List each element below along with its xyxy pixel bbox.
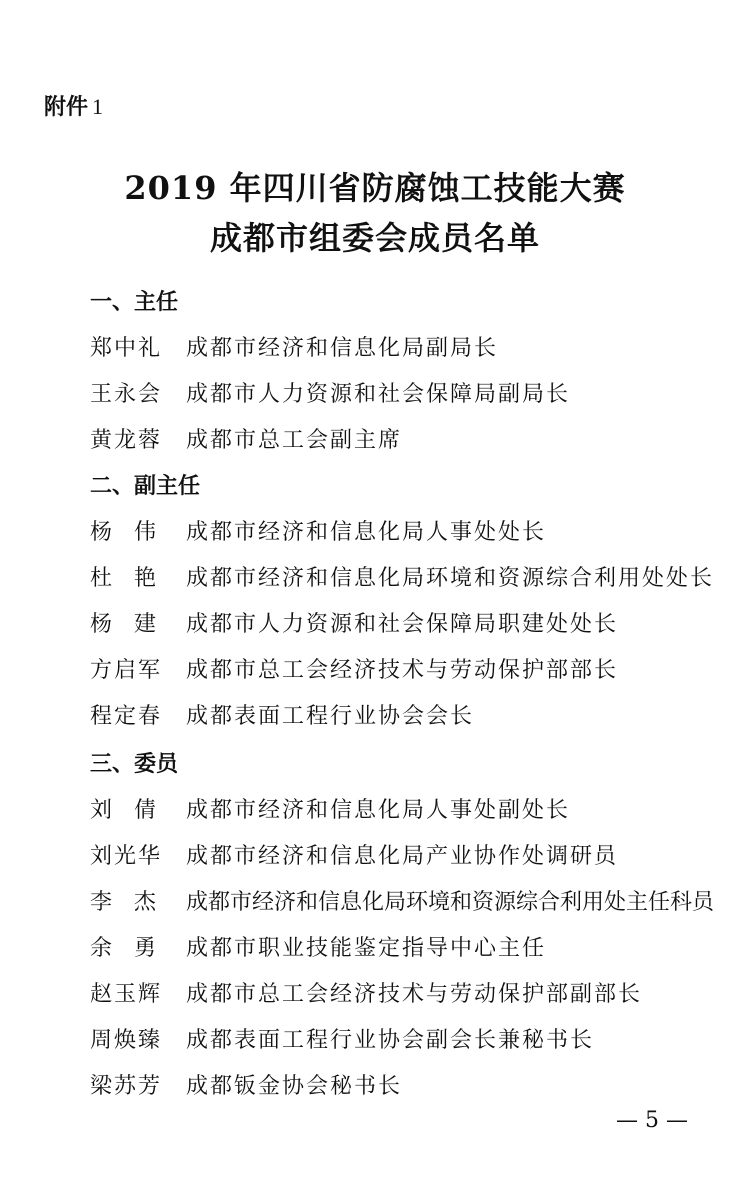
member-name: 李杰 <box>90 890 179 915</box>
member-position: 成都市总工会经济技术与劳动保护部部长 <box>186 658 619 683</box>
member-row <box>90 648 730 694</box>
attachment-text: 附件 <box>44 95 89 120</box>
member-row <box>90 694 730 740</box>
member-row <box>90 556 730 602</box>
title-line-1: 2019 年四川省防腐蚀工技能大赛 <box>124 169 626 207</box>
section-deputy-director <box>90 464 730 740</box>
member-name: 黄龙蓉 <box>90 428 163 453</box>
member-name: 方启军 <box>90 658 163 683</box>
member-row <box>90 602 730 648</box>
member-name: 赵玉辉 <box>90 982 163 1007</box>
member-name: 郑中礼 <box>90 336 163 361</box>
member-position: 成都市人力资源和社会保障局副局长 <box>186 382 571 407</box>
member-position: 成都市经济和信息化局环境和资源综合利用处主任科员 <box>186 890 715 915</box>
member-position: 成都市职业技能鉴定指导中心主任 <box>186 936 547 961</box>
member-row <box>90 972 730 1018</box>
attachment-number: 1 <box>92 94 104 119</box>
member-position: 成都市总工会副主席 <box>186 428 403 453</box>
member-name: 梁苏芳 <box>90 1074 163 1099</box>
member-name: 刘光华 <box>90 844 163 869</box>
section-heading: 二、副主任 <box>90 474 201 499</box>
section-heading: 一、主任 <box>90 290 179 315</box>
section-members <box>90 742 730 1110</box>
member-name: 杜艳 <box>90 566 179 591</box>
member-position: 成都市经济和信息化局副局长 <box>186 336 499 361</box>
member-name: 杨建 <box>90 612 179 637</box>
member-name: 周焕臻 <box>90 1028 163 1053</box>
member-name: 余勇 <box>90 936 179 961</box>
member-row <box>90 1064 730 1110</box>
section-heading: 三、委员 <box>90 752 179 777</box>
member-position: 成都市人力资源和社会保障局职建处处长 <box>186 612 619 637</box>
member-row <box>90 926 730 972</box>
member-row <box>90 834 730 880</box>
section-director <box>90 280 730 464</box>
attachment-label <box>44 90 103 121</box>
member-position: 成都钣金协会秘书长 <box>186 1074 403 1099</box>
member-position: 成都市经济和信息化局人事处处长 <box>186 520 547 545</box>
member-row <box>90 1018 730 1064</box>
member-row <box>90 326 730 372</box>
member-name: 程定春 <box>90 704 163 729</box>
member-position: 成都市经济和信息化局人事处副处长 <box>186 798 571 823</box>
title-line-2: 成都市组委会成员名单 <box>209 219 540 257</box>
member-position: 成都市总工会经济技术与劳动保护部副部长 <box>186 982 643 1007</box>
member-position: 成都市经济和信息化局产业协作处调研员 <box>186 844 619 869</box>
member-name: 刘倩 <box>90 798 179 823</box>
member-row <box>90 788 730 834</box>
member-row <box>90 880 730 926</box>
member-row <box>90 372 730 418</box>
member-position: 成都表面工程行业协会副会长兼秘书长 <box>186 1028 595 1053</box>
member-name: 杨伟 <box>90 520 179 545</box>
member-position: 成都表面工程行业协会会长 <box>186 704 475 729</box>
page-number: — 5 — <box>616 1108 688 1133</box>
member-position: 成都市经济和信息化局环境和资源综合利用处处长 <box>186 566 715 591</box>
member-name: 王永会 <box>90 382 163 407</box>
member-row <box>90 418 730 464</box>
member-row <box>90 510 730 556</box>
